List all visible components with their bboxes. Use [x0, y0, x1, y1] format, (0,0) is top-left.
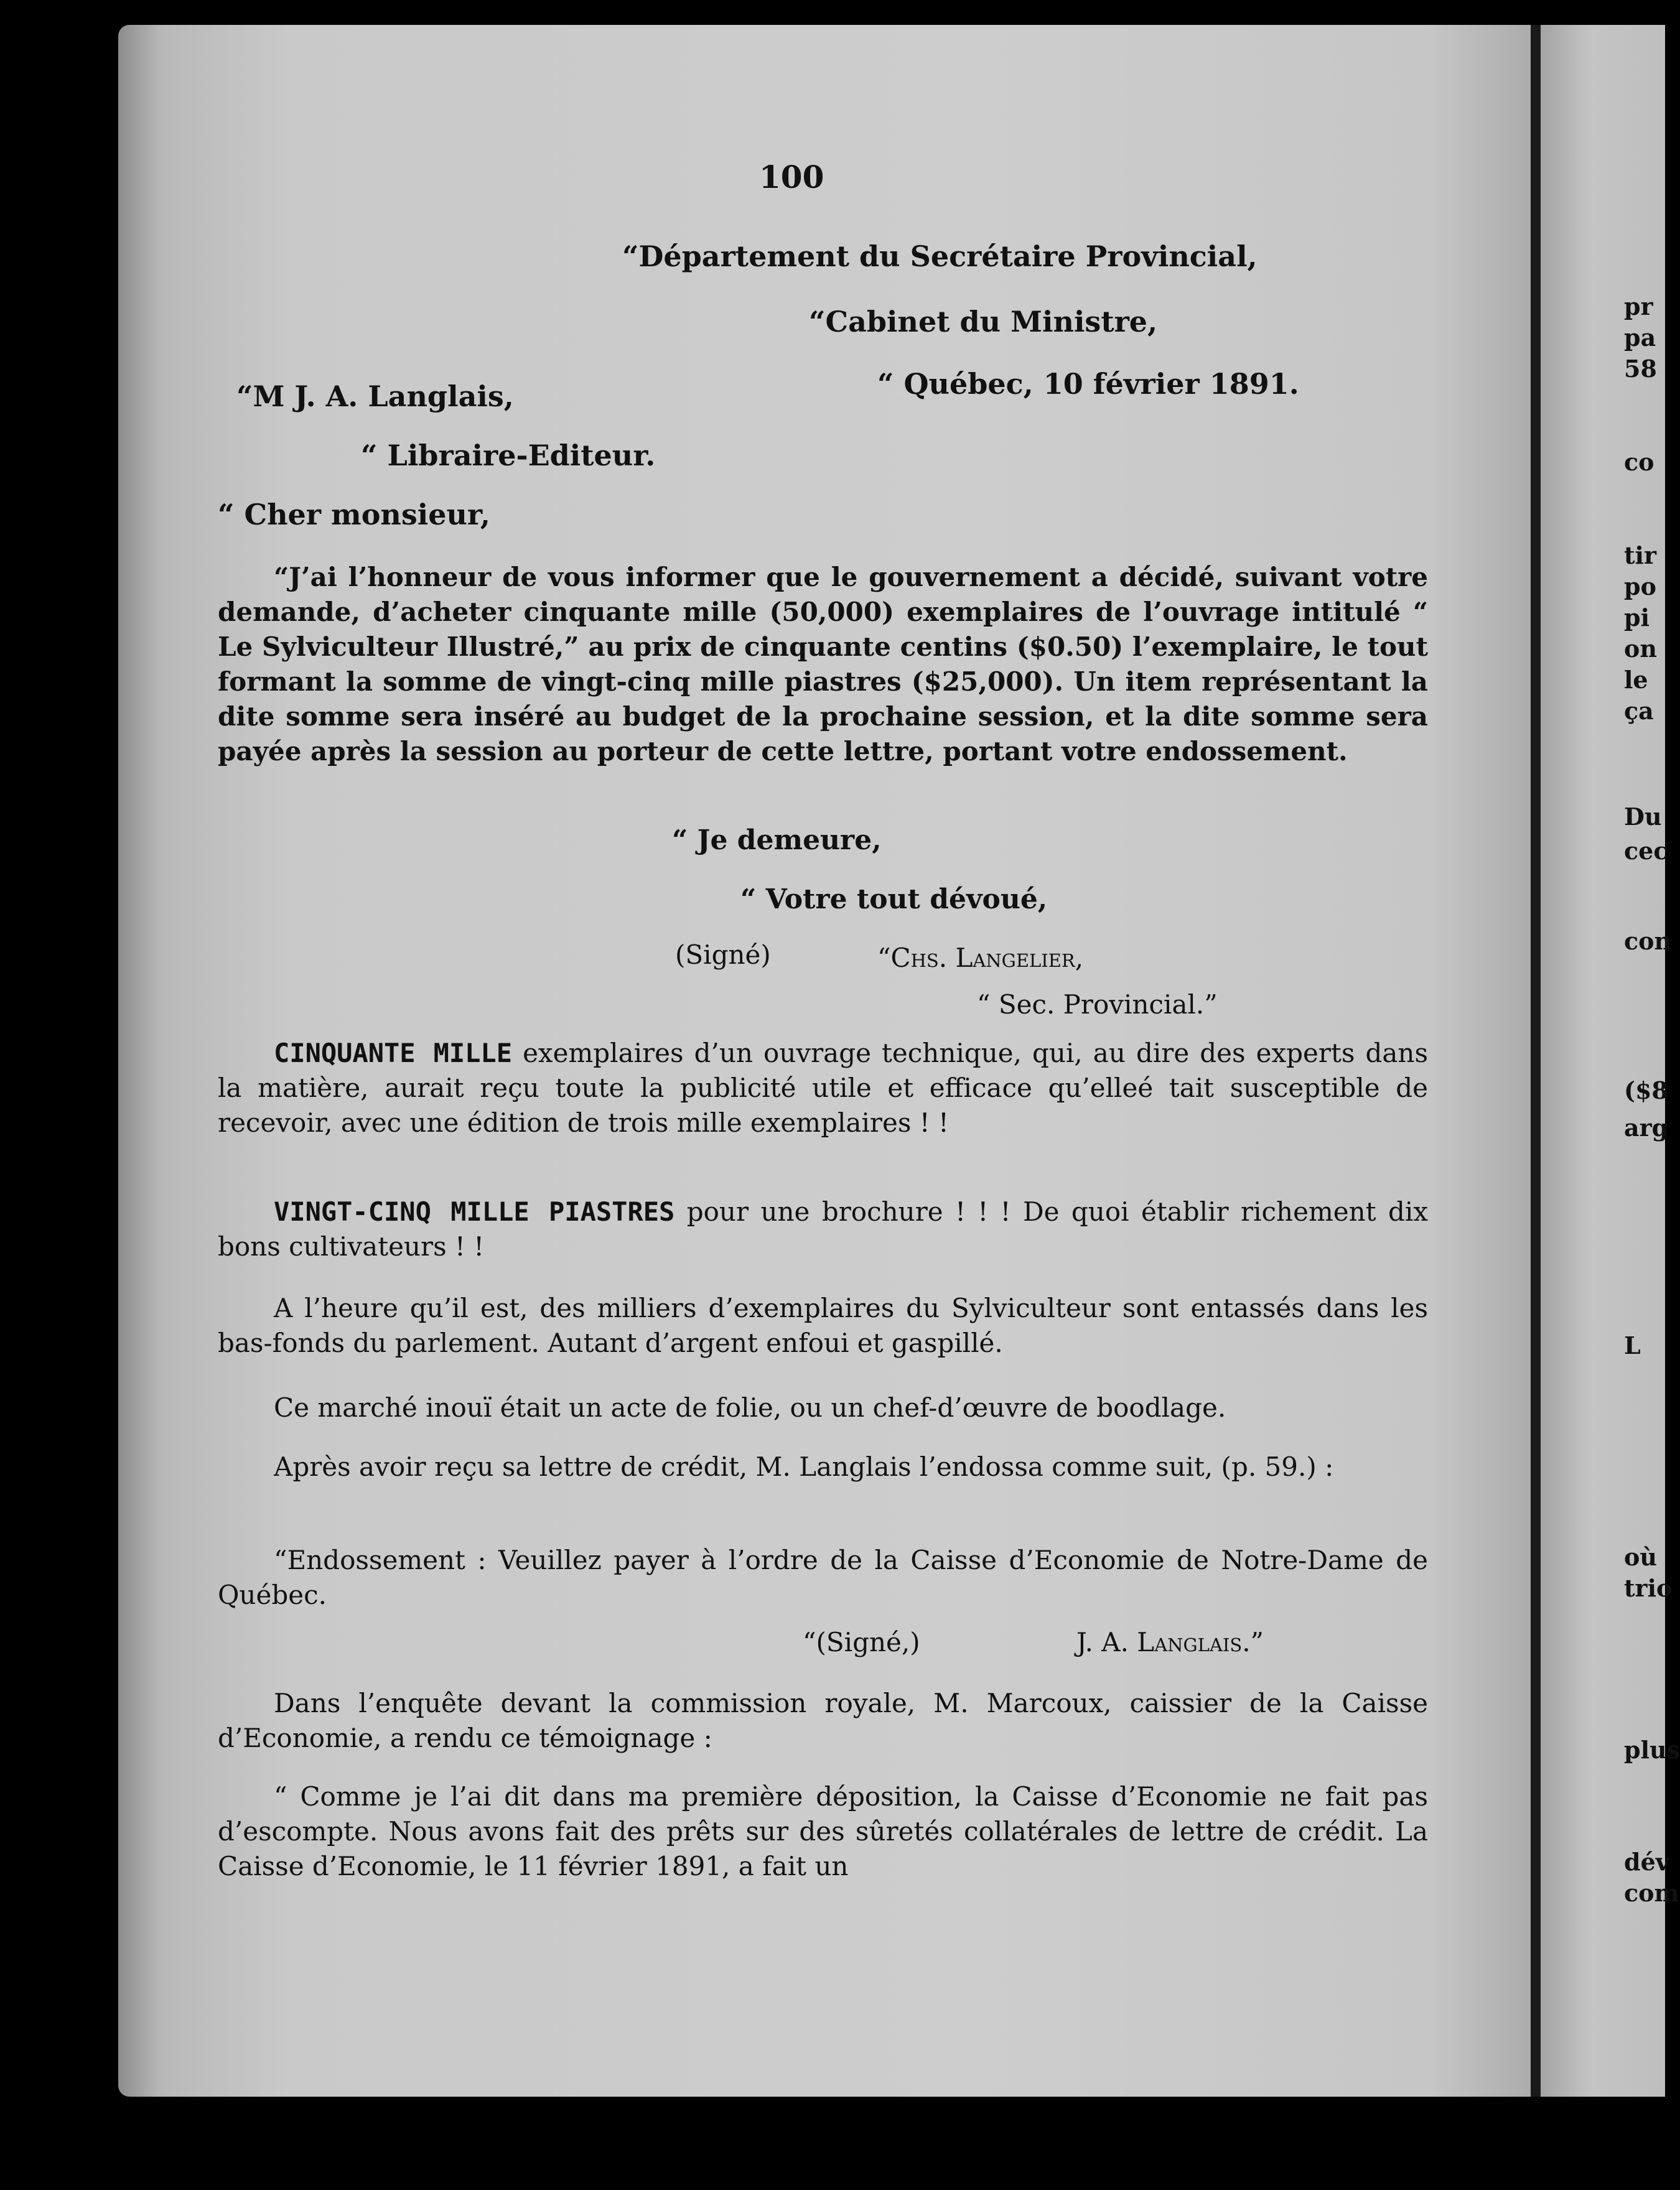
endorsement-name: J. A. Langlais.” — [1076, 1627, 1264, 1657]
margin-fragment: L — [1624, 1331, 1641, 1359]
margin-fragment: po — [1624, 572, 1656, 600]
margin-fragment: pr — [1624, 292, 1653, 320]
signatory-name: “Chs. Langelier, — [877, 943, 1084, 973]
book-gutter — [1531, 25, 1541, 2097]
letter-date: “ Québec, 10 février 1891. — [877, 367, 1299, 401]
recipient-name: “M J. A. Langlais, — [236, 380, 514, 413]
margin-fragment: co — [1624, 448, 1654, 476]
letter-closing-2: “ Votre tout dévoué, — [740, 883, 1048, 915]
margin-fragment: ça — [1624, 697, 1654, 725]
page-number: 100 — [759, 159, 824, 195]
signatory-title: “ Sec. Provincial.” — [977, 989, 1218, 1020]
margin-fragment: ($8 — [1624, 1076, 1668, 1104]
margin-fragment: con — [1624, 927, 1672, 955]
margin-fragment: pa — [1624, 324, 1656, 352]
paragraph-lettre-credit: Après avoir reçu sa lettre de crédit, M. Langlais l’endossa comme suit, (p. 59.) : — [274, 1451, 1334, 1482]
recipient-title: “ Libraire-Editeur. — [361, 439, 656, 472]
paragraph-text: exemplaires d’un ouvrage technique, qui, au dire des experts dans la matière, aurait reçu toute la publicité utile et efficace qu’elleé tait susceptible de recevoir, avec une édition de trois mille exemplaires ! ! — [218, 1038, 1429, 1138]
paragraph-temoignage: “ Comme je l’ai dit dans ma première déposition, la Caisse d’Economie ne fait pas d’escompte. Nous avons fait des prêts sur des sûretés collatérales de lettre de crédit. La Caisse d’Economie, le 11 février 1891, a fait un — [218, 1781, 1428, 1881]
signed-label: (Signé) — [675, 939, 771, 970]
emphasis-caps: CINQUANTE MILLE — [274, 1038, 513, 1068]
margin-fragment: plus — [1624, 1736, 1680, 1764]
letterhead-cabinet: “Cabinet du Ministre, — [809, 305, 1158, 338]
endorsement-signed: “(Signé,) — [803, 1627, 920, 1657]
margin-fragment: Du — [1624, 803, 1662, 831]
letter-closing-1: “ Je demeure, — [672, 824, 882, 856]
emphasis-caps: VINGT-CINQ MILLE PIASTRES — [274, 1196, 675, 1227]
margin-fragment: le — [1624, 666, 1648, 694]
paragraph-milliers: A l’heure qu’il est, des milliers d’exemplaires du Sylviculteur sont entassés dans les bas-fonds du parlement. Autant d’argent enfoui et gaspillé. — [218, 1293, 1428, 1358]
paragraph-endossement: “Endossement : Veuillez payer à l’ordre de la Caisse d’Economie de Notre-Dame de Québec. — [218, 1545, 1428, 1610]
paragraph-enquete: Dans l’enquête devant la commission royale, M. Marcoux, caissier de la Caisse d’Economie, a rendu ce témoignage : — [218, 1688, 1428, 1753]
margin-fragment: tir — [1624, 541, 1657, 569]
paragraph-cinquante-mille — [218, 1036, 1428, 1140]
paragraph-text: pour une brochure ! ! ! De quoi établir richement dix bons cultivateurs ! ! — [218, 1196, 1429, 1262]
margin-fragment: com — [1624, 1879, 1679, 1907]
margin-fragment: dév — [1624, 1848, 1669, 1876]
margin-fragment: pi — [1624, 603, 1650, 631]
margin-fragment: trio — [1624, 1574, 1673, 1602]
margin-fragment: on — [1624, 635, 1657, 663]
letterhead-department: “Département du Secrétaire Provincial, — [622, 240, 1258, 273]
paragraph-vingt-cinq-mille — [218, 1195, 1428, 1264]
letter-greeting: “ Cher monsieur, — [218, 498, 490, 531]
margin-fragment: cec — [1624, 837, 1668, 865]
margin-fragment: 58 — [1624, 355, 1657, 383]
letter-body: “J’ai l’honneur de vous informer que le gouvernement a décidé, suivant votre demande, d’acheter cinquante mille (50,000) exemplaires de l’ouvrage intitulé “ Le Sylviculteur Illustré,” au prix de cinquante centins ($0.50) l’exemplaire, le tout formant la somme de vingt-cinq mille piastres ($25,000). Un item représentant la dite somme sera inséré au budget de la prochaine session, et la dite somme sera payée après la session au porteur de cette lettre, portant votre endossement. — [218, 562, 1428, 766]
paragraph-marche: Ce marché inouï était un acte de folie, ou un chef-d’œuvre de boodlage. — [274, 1392, 1226, 1423]
margin-fragment: où — [1624, 1543, 1657, 1571]
margin-fragment: arg — [1624, 1114, 1669, 1142]
